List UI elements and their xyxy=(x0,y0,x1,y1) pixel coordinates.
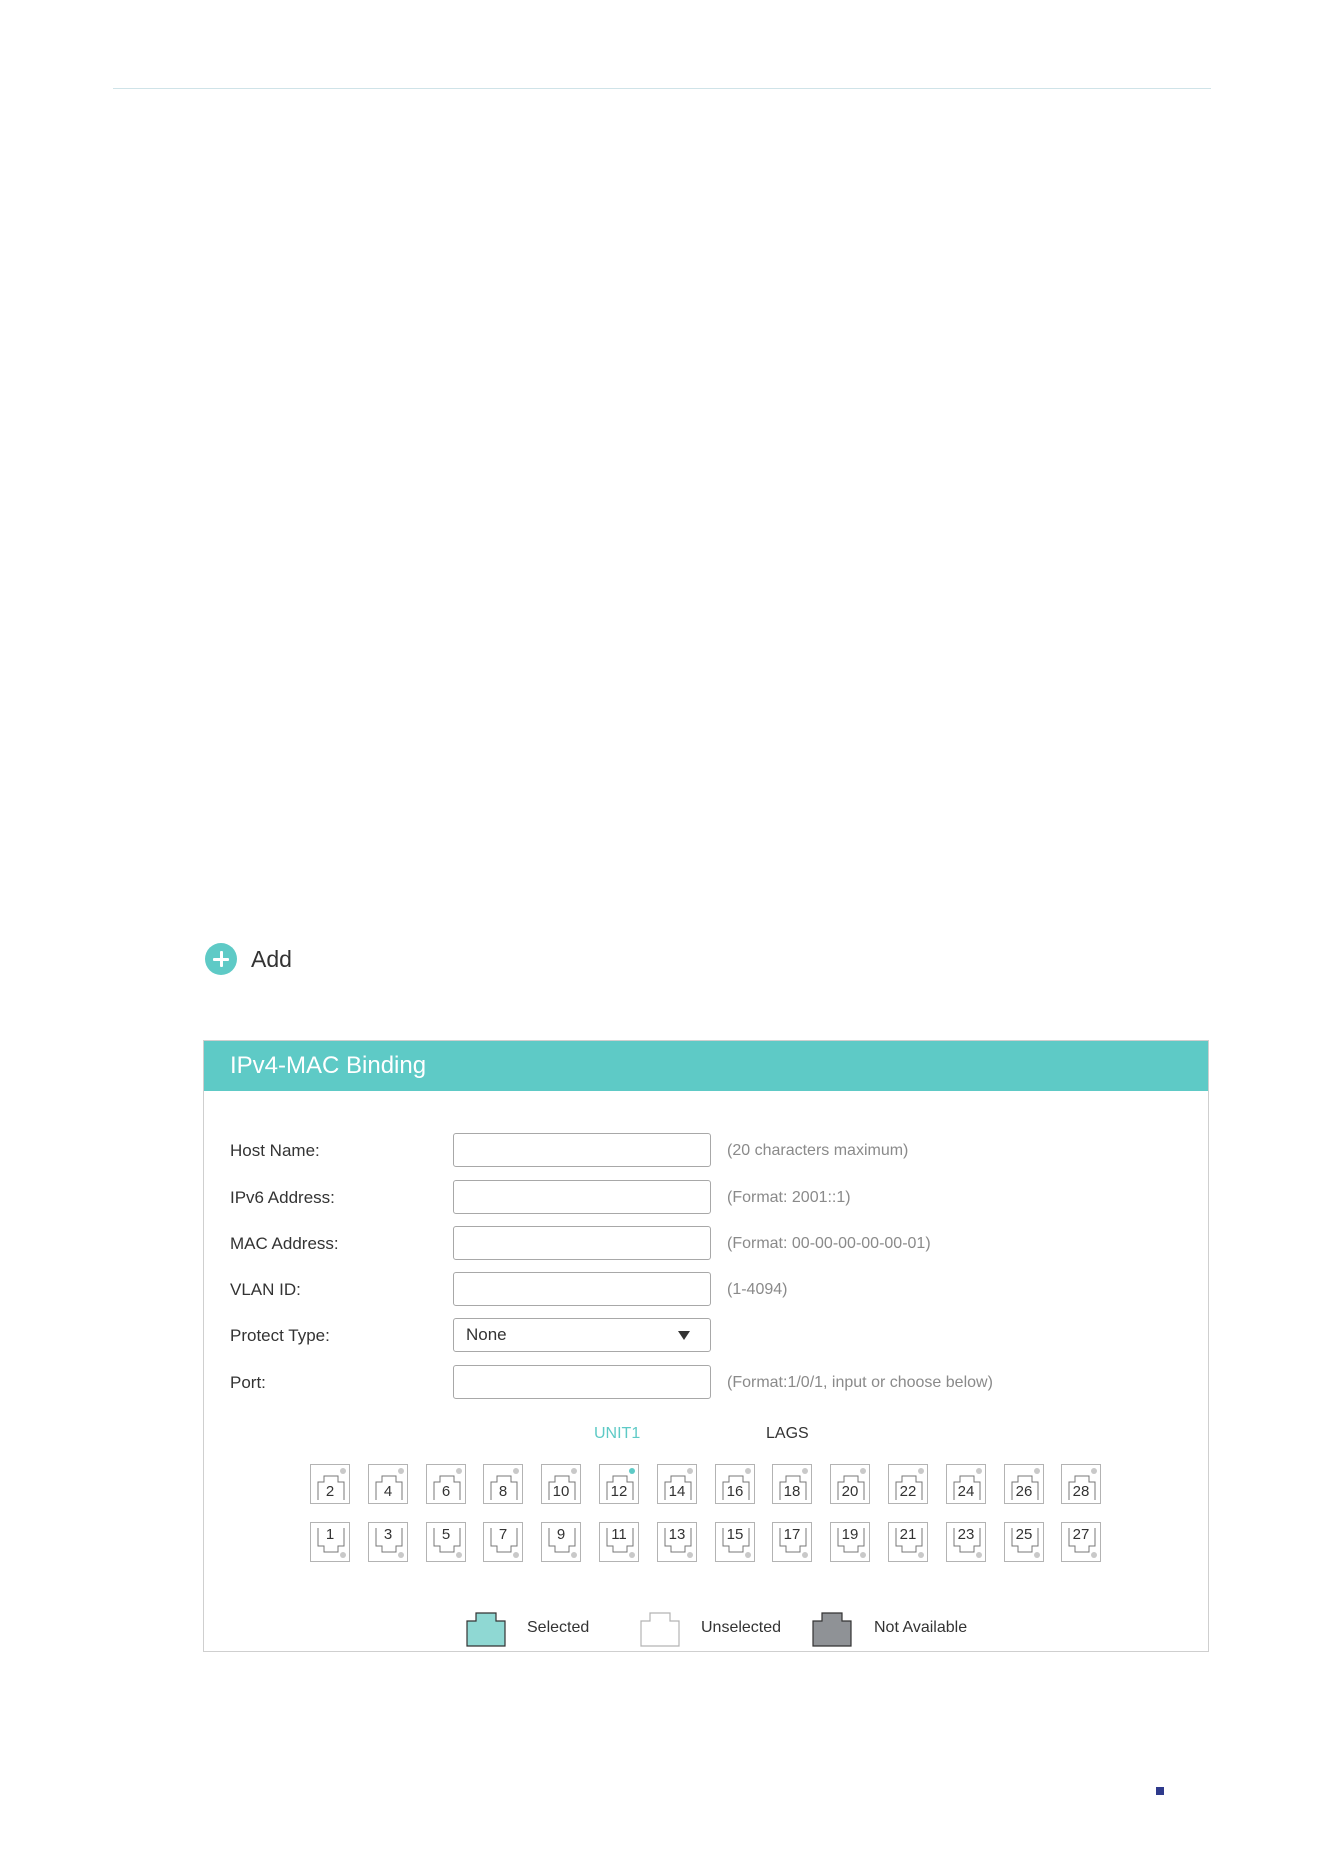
legend-selected: Selected xyxy=(527,1619,590,1636)
port-status-dot xyxy=(629,1552,635,1558)
vlan-id-input[interactable] xyxy=(453,1272,711,1306)
port-number: 1 xyxy=(325,1526,335,1543)
header-divider xyxy=(113,88,1211,89)
port-status-dot xyxy=(860,1552,866,1558)
port-status-dot xyxy=(802,1468,808,1474)
add-button[interactable] xyxy=(205,943,292,975)
port-20[interactable] xyxy=(830,1464,870,1504)
port-row xyxy=(230,1365,1190,1401)
port-tabs xyxy=(204,1425,1208,1445)
port-24[interactable] xyxy=(946,1464,986,1504)
port-19[interactable] xyxy=(830,1522,870,1562)
port-5[interactable] xyxy=(426,1522,466,1562)
chevron-down-icon xyxy=(678,1331,690,1340)
vlan-id-hint: (1-4094) xyxy=(727,1281,788,1298)
port-status-dot xyxy=(340,1468,346,1474)
port-status-dot xyxy=(976,1552,982,1558)
port-8[interactable] xyxy=(483,1464,523,1504)
port-status-dot xyxy=(571,1552,577,1558)
port-15[interactable] xyxy=(715,1522,755,1562)
port-number: 17 xyxy=(783,1526,801,1543)
port-number: 13 xyxy=(668,1526,686,1543)
vlan-id-row xyxy=(230,1272,1190,1308)
port-number: 8 xyxy=(498,1483,508,1500)
panel-title: IPv4-MAC Binding xyxy=(204,1041,1208,1091)
mac-address-hint: (Format: 00-00-00-00-00-01) xyxy=(727,1235,931,1252)
port-number: 7 xyxy=(498,1526,508,1543)
port-number: 3 xyxy=(383,1526,393,1543)
port-number: 21 xyxy=(899,1526,917,1543)
port-status-dot xyxy=(745,1552,751,1558)
tab-unit1[interactable]: UNIT1 xyxy=(594,1425,641,1442)
port-input[interactable] xyxy=(453,1365,711,1399)
port-number: 16 xyxy=(726,1483,744,1500)
port-status-dot xyxy=(456,1552,462,1558)
port-number: 10 xyxy=(552,1483,570,1500)
port-13[interactable] xyxy=(657,1522,697,1562)
protect-type-label: Protect Type: xyxy=(230,1326,330,1345)
port-number: 19 xyxy=(841,1526,859,1543)
mac-address-row xyxy=(230,1226,1190,1262)
port-6[interactable] xyxy=(426,1464,466,1504)
port-hint: (Format:1/0/1, input or choose below) xyxy=(727,1374,993,1391)
port-11[interactable] xyxy=(599,1522,639,1562)
tab-lags[interactable]: LAGS xyxy=(766,1425,809,1442)
port-status-dot xyxy=(1091,1552,1097,1558)
port-number: 27 xyxy=(1072,1526,1090,1543)
port-28[interactable] xyxy=(1061,1464,1101,1504)
port-number: 15 xyxy=(726,1526,744,1543)
port-status-dot xyxy=(629,1468,635,1474)
port-status-dot xyxy=(976,1468,982,1474)
port-status-dot xyxy=(1034,1468,1040,1474)
port-status-dot xyxy=(340,1552,346,1558)
mac-address-input[interactable] xyxy=(453,1226,711,1260)
ipv4-mac-binding-panel xyxy=(203,1040,1209,1652)
host-name-row xyxy=(230,1133,1190,1169)
port-number: 20 xyxy=(841,1483,859,1500)
port-9[interactable] xyxy=(541,1522,581,1562)
port-1[interactable] xyxy=(310,1522,350,1562)
port-status-dot xyxy=(687,1552,693,1558)
port-status-dot xyxy=(687,1468,693,1474)
page-marker xyxy=(1156,1787,1164,1795)
port-number: 4 xyxy=(383,1483,393,1500)
port-12[interactable] xyxy=(599,1464,639,1504)
port-4[interactable] xyxy=(368,1464,408,1504)
port-3[interactable] xyxy=(368,1522,408,1562)
port-status-dot xyxy=(745,1468,751,1474)
port-16[interactable] xyxy=(715,1464,755,1504)
protect-type-row xyxy=(230,1318,1190,1354)
plus-circle-icon xyxy=(205,943,237,975)
port-number: 2 xyxy=(325,1483,335,1500)
ipv6-address-row xyxy=(230,1180,1190,1216)
port-number: 28 xyxy=(1072,1483,1090,1500)
port-status-dot xyxy=(513,1468,519,1474)
protect-type-value: None xyxy=(466,1325,507,1344)
port-status-dot xyxy=(860,1468,866,1474)
port-23[interactable] xyxy=(946,1522,986,1562)
port-label: Port: xyxy=(230,1373,266,1392)
port-status-dot xyxy=(918,1552,924,1558)
port-number: 23 xyxy=(957,1526,975,1543)
selected-port-icon xyxy=(466,1607,506,1647)
legend-unselected: Unselected xyxy=(701,1619,782,1636)
host-name-label: Host Name: xyxy=(230,1141,320,1160)
host-name-hint: (20 characters maximum) xyxy=(727,1142,909,1159)
port-number: 26 xyxy=(1015,1483,1033,1500)
port-number: 22 xyxy=(899,1483,917,1500)
legend-not-available: Not Available xyxy=(874,1619,968,1636)
unselected-port-icon xyxy=(640,1607,680,1647)
port-number: 11 xyxy=(611,1526,627,1543)
ipv6-address-label: IPv6 Address: xyxy=(230,1188,335,1207)
mac-address-label: MAC Address: xyxy=(230,1234,339,1253)
port-status-dot xyxy=(513,1552,519,1558)
port-status-dot xyxy=(398,1468,404,1474)
port-21[interactable] xyxy=(888,1522,928,1562)
port-number: 5 xyxy=(441,1526,451,1543)
port-legend xyxy=(204,1607,1208,1651)
vlan-id-label: VLAN ID: xyxy=(230,1280,301,1299)
port-17[interactable] xyxy=(772,1522,812,1562)
protect-type-select[interactable] xyxy=(453,1318,711,1352)
port-number: 14 xyxy=(668,1483,686,1500)
port-status-dot xyxy=(802,1552,808,1558)
host-name-input[interactable] xyxy=(453,1133,711,1167)
port-7[interactable] xyxy=(483,1522,523,1562)
port-number: 12 xyxy=(610,1483,628,1500)
ipv6-address-input[interactable] xyxy=(453,1180,711,1214)
port-status-dot xyxy=(1091,1468,1097,1474)
port-number: 18 xyxy=(783,1483,801,1500)
port-status-dot xyxy=(398,1552,404,1558)
port-25[interactable] xyxy=(1004,1522,1044,1562)
port-number: 6 xyxy=(441,1483,451,1500)
port-2[interactable] xyxy=(310,1464,350,1504)
port-14[interactable] xyxy=(657,1464,697,1504)
port-number: 9 xyxy=(556,1526,566,1543)
port-22[interactable] xyxy=(888,1464,928,1504)
not-available-port-icon xyxy=(812,1607,852,1647)
ipv6-address-hint: (Format: 2001::1) xyxy=(727,1189,851,1206)
port-status-dot xyxy=(571,1468,577,1474)
port-26[interactable] xyxy=(1004,1464,1044,1504)
port-18[interactable] xyxy=(772,1464,812,1504)
port-number: 25 xyxy=(1015,1526,1033,1543)
port-27[interactable] xyxy=(1061,1522,1101,1562)
port-status-dot xyxy=(918,1468,924,1474)
port-number: 24 xyxy=(957,1483,975,1500)
port-status-dot xyxy=(1034,1552,1040,1558)
add-label: Add xyxy=(251,945,292,972)
port-10[interactable] xyxy=(541,1464,581,1504)
port-status-dot xyxy=(456,1468,462,1474)
